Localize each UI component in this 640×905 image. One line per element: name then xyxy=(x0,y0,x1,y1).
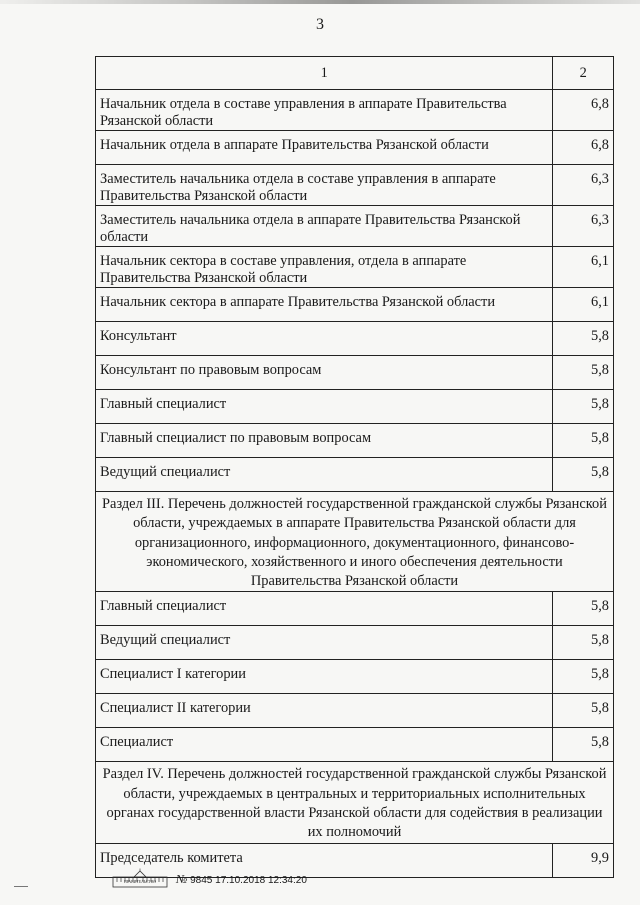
coefficient-value: 5,8 xyxy=(553,424,614,458)
document-footer xyxy=(112,868,412,892)
table-row xyxy=(96,458,614,492)
position-title: Начальник отдела в составе управления в аппарате Правительства Рязанской области xyxy=(96,90,553,131)
coefficient-value: 6,3 xyxy=(553,206,614,247)
number-sign: № xyxy=(176,872,188,886)
table-row xyxy=(96,626,614,660)
registration-stamp xyxy=(176,872,307,887)
table-header-row xyxy=(96,57,614,90)
registration-number: 9845 xyxy=(190,875,213,886)
coefficient-value: 5,8 xyxy=(553,390,614,424)
coefficient-value: 5,8 xyxy=(553,356,614,390)
table-row xyxy=(96,206,614,247)
table-row xyxy=(96,592,614,626)
coefficient-value: 5,8 xyxy=(553,660,614,694)
coefficient-value: 5,8 xyxy=(553,322,614,356)
section-heading-row xyxy=(96,492,614,592)
coefficient-value: 5,8 xyxy=(553,458,614,492)
table-row xyxy=(96,356,614,390)
coefficient-value: 6,3 xyxy=(553,165,614,206)
position-title: Главный специалист по правовым вопросам xyxy=(96,424,553,458)
header-col-2: 2 xyxy=(553,57,614,90)
table-row xyxy=(96,390,614,424)
scan-edge xyxy=(0,0,640,4)
stamp-caption: ПРАВИТЕЛЬСТВО xyxy=(123,880,157,884)
coefficient-value: 9,9 xyxy=(553,843,614,877)
building-icon xyxy=(112,868,168,888)
coefficient-value: 6,1 xyxy=(553,247,614,288)
table-row xyxy=(96,247,614,288)
registration-datetime: 17.10.2018 12:34:20 xyxy=(215,875,307,886)
position-title: Начальник сектора в составе управления, отдела в аппарате Правительства Рязанской области xyxy=(96,247,553,288)
position-title: Специалист xyxy=(96,728,553,762)
position-title: Заместитель начальника отдела в аппарате Правительства Рязанской области xyxy=(96,206,553,247)
page-number: 3 xyxy=(316,16,324,33)
position-title: Начальник отдела в аппарате Правительства Рязанской области xyxy=(96,131,553,165)
table-row xyxy=(96,131,614,165)
section-heading: Раздел III. Перечень должностей государственной гражданской службы Рязанской области, учреждаемых в аппарате Правительства Рязанской области для организационного, информационного, документационного, финансово-экономического, хозяйственного и иного обеспечения деятельности Правительства Рязанской области xyxy=(96,492,614,592)
table-row xyxy=(96,322,614,356)
table-row xyxy=(96,694,614,728)
table-row xyxy=(96,90,614,131)
margin-mark xyxy=(14,886,28,887)
position-title: Главный специалист xyxy=(96,390,553,424)
header-col-1: 1 xyxy=(96,57,553,90)
position-title: Председатель комитета xyxy=(96,843,553,877)
position-title: Специалист II категории xyxy=(96,694,553,728)
section-heading: Раздел IV. Перечень должностей государственной гражданской службы Рязанской области, учреждаемых в центральных и территориальных исполнительных органах государственной власти Рязанской области для содействия в реализации их полномочий xyxy=(96,762,614,843)
position-title: Ведущий специалист xyxy=(96,626,553,660)
coefficient-value: 6,8 xyxy=(553,131,614,165)
table-row xyxy=(96,728,614,762)
table-row xyxy=(96,288,614,322)
coefficient-value: 5,8 xyxy=(553,694,614,728)
positions-table xyxy=(95,56,614,878)
position-title: Консультант xyxy=(96,322,553,356)
table-row xyxy=(96,660,614,694)
position-title: Консультант по правовым вопросам xyxy=(96,356,553,390)
coefficient-value: 6,1 xyxy=(553,288,614,322)
coefficient-value: 5,8 xyxy=(553,592,614,626)
position-title: Главный специалист xyxy=(96,592,553,626)
position-title: Начальник сектора в аппарате Правительства Рязанской области xyxy=(96,288,553,322)
position-title: Заместитель начальника отдела в составе управления в аппарате Правительства Рязанской области xyxy=(96,165,553,206)
position-title: Ведущий специалист xyxy=(96,458,553,492)
section-heading-row xyxy=(96,762,614,843)
government-building-stamp xyxy=(112,868,168,888)
coefficient-value: 5,8 xyxy=(553,728,614,762)
coefficient-value: 5,8 xyxy=(553,626,614,660)
table-row xyxy=(96,424,614,458)
position-title: Специалист I категории xyxy=(96,660,553,694)
coefficient-value: 6,8 xyxy=(553,90,614,131)
table-row xyxy=(96,165,614,206)
